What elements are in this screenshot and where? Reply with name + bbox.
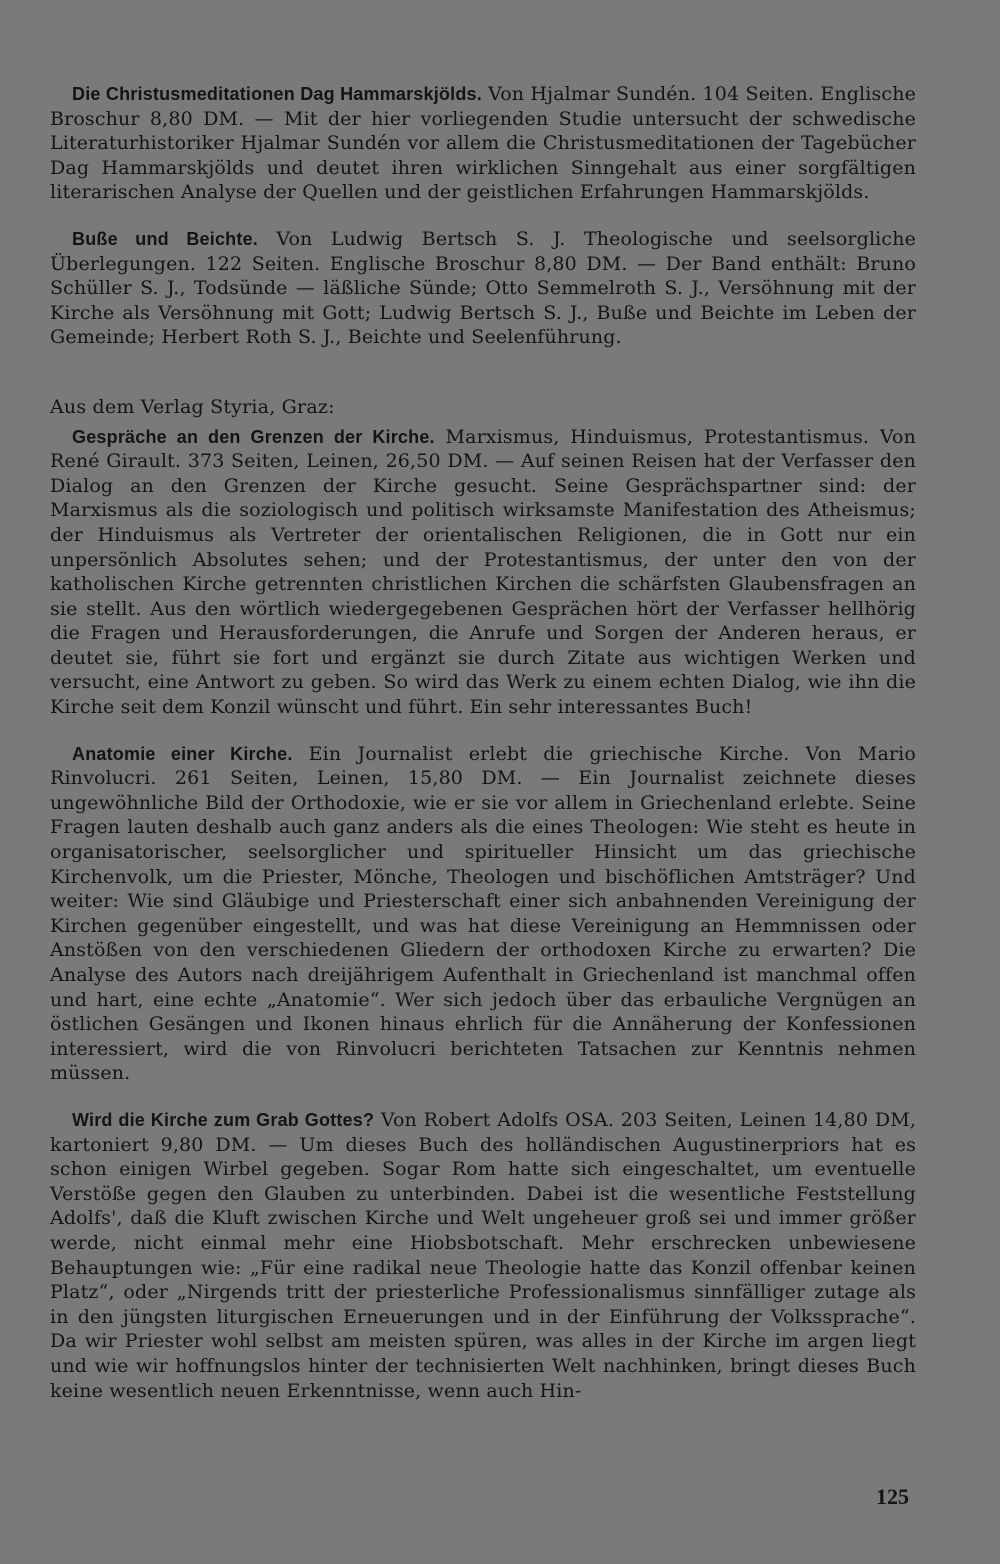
book-description: Marxismus, Hinduismus, Protestantismus. Von René Girault. 373 Seiten, Leinen, 26,50 DM. — Auf seinen Reisen hat der Verfasser den Dialog an den Grenzen der Kirche gesucht. Seine Gesprächspartner sind: der Marxismus als die soziologisch und politisch wirksamste Manifestation des Atheismus; der Hinduismus als Vertreter der orientalischen Religionen, die in Gott nur ein unpersönlich Absolutes sehen; und der Protestantismus, der unter den von der katholischen Kirche getrennten christlichen Kirchen die schärfsten Glaubensfragen an sie stellt. Aus den wörtlich wiedergegebenen Gesprächen hört der Verfasser hellhörig die Fragen und Herausforderungen, die Anrufe und Sorgen der Anderen heraus, er deutet sie, führt sie fort und ergänzt sie durch Zitate aus wichtigen Werken und versucht, eine Antwort zu geben. So wird das Werk zu einem echten Dialog, wie ihn die Kirche seit dem Konzil wünscht und führt. Ein sehr interessantes Buch! xyxy=(50,425,917,719)
book-review-entry xyxy=(50,1108,916,1403)
book-title: Buße und Beichte. xyxy=(72,228,258,249)
book-review-entry xyxy=(50,82,916,205)
book-title: Gespräche an den Grenzen der Kirche. xyxy=(72,426,435,447)
book-description: Von Ludwig Bertsch S. J. Theologische und seelsorgliche Überlegungen. 122 Seiten. Englische Broschur 8,80 DM. — Der Band enthält: Bruno Schüller S. J., Todsünde — läßliche Sünde; Otto Semmelroth S. J., Versöhnung mit der Kirche als Versöhnung mit Gott; Ludwig Bertsch S. J., Buße und Beichte im Leben der Gemeinde; Herbert Roth S. J., Beichte und Seelenführung. xyxy=(50,227,916,349)
book-review-entry xyxy=(50,742,916,1086)
page-content xyxy=(50,82,916,1403)
book-title: Die Christusmeditationen Dag Hammarskjölds. xyxy=(72,84,482,104)
book-review-entry xyxy=(50,227,916,350)
book-title: Anatomie einer Kirche. xyxy=(72,743,293,764)
book-description: Ein Journalist erlebt die griechische Kirche. Von Mario Rinvolucri. 261 Seiten, Leinen, 15,80 DM. — Ein Journalist zeichnete dieses ungewöhnliche Bild der Orthodoxie, wie er sie vor allem in Griechenland erlebte. Seine Fragen lauten deshalb auch ganz anders als die eines Theologen: Wie steht es heute in organisatorischer, seelsorglicher und spiritueller Hinsicht um das griechische Kirchenvolk, um die Priester, Mönche, Theologen und bischöflichen Amtsträger? Und weiter: Wie sind Gläubige und Priesterschaft einer sich anbahnenden Vereinigung der Kirchen gegenüber eingestellt, und was hat diese Vereinigung an Hemmnissen oder Anstößen von den verschiedenen Gliedern der orthodoxen Kirche zu erwarten? Die Analyse des Autors nach dreijährigem Aufenthalt in Griechenland ist manchmal offen und hart, eine echte „Anatomie“. Wer sich jedoch über das erbauliche Vergnügen an östlichen Gesängen und Ikonen hinaus ehrlich für die Annäherung der Konfessionen interessiert, wird die von Rinvolucri berichteten Tatsachen zur Kenntnis nehmen müssen. xyxy=(50,742,916,1085)
publisher-heading: Aus dem Verlag Styria, Graz: xyxy=(50,395,335,418)
book-description: Von Hjalmar Sundén. 104 Seiten. Englische Broschur 8,80 DM. — Mit der hier vorliegenden Studie untersucht der schwedische Literaturhistoriker Hjalmar Sundén vor allem die Christusmeditationen der Tagebücher Dag Hammarskjölds und deutet ihren wirklichen Sinngehalt aus einer sorgfältigen literarischen Analyse der Quellen und der geistlichen Erfahrungen Hammarskjölds. xyxy=(50,83,916,204)
book-title: Wird die Kirche zum Grab Gottes? xyxy=(72,1109,375,1130)
page-number: 125 xyxy=(876,1484,909,1509)
book-review-entry xyxy=(50,425,916,720)
book-description: Von Robert Adolfs OSA. 203 Seiten, Leinen 14,80 DM, kartoniert 9,80 DM. — Um dieses Buch des holländischen Augustinerpriors hat es schon einigen Wirbel gegeben. Sogar Rom hatte sich eingeschaltet, um eventuelle Verstöße gegen den Glauben zu unterbinden. Dabei ist die wesentliche Feststellung Adolfs', daß die Kluft zwischen Kirche und Welt ungeheuer groß sei und immer größer werde, nicht einmal mehr eine Hiobsbotschaft. Mehr erschrecken unbewiesene Behauptungen wie: „Für eine radikal neue Theologie hatte das Konzil offenbar keinen Platz“, oder „Nirgends tritt der priesterliche Professionalismus sinnfälliger zutage als in den jüngsten liturgischen Erneuerungen und in der Einführung der Volkssprache“. Da wir Priester wohl selbst am meisten spüren, was alles in der Kirche im argen liegt und wie wir hoffnungslos hinter der technisierten Welt nachhinken, bringt dieses Buch keine wesentlich neuen Erkenntnisse, wenn auch Hin- xyxy=(50,1108,917,1402)
